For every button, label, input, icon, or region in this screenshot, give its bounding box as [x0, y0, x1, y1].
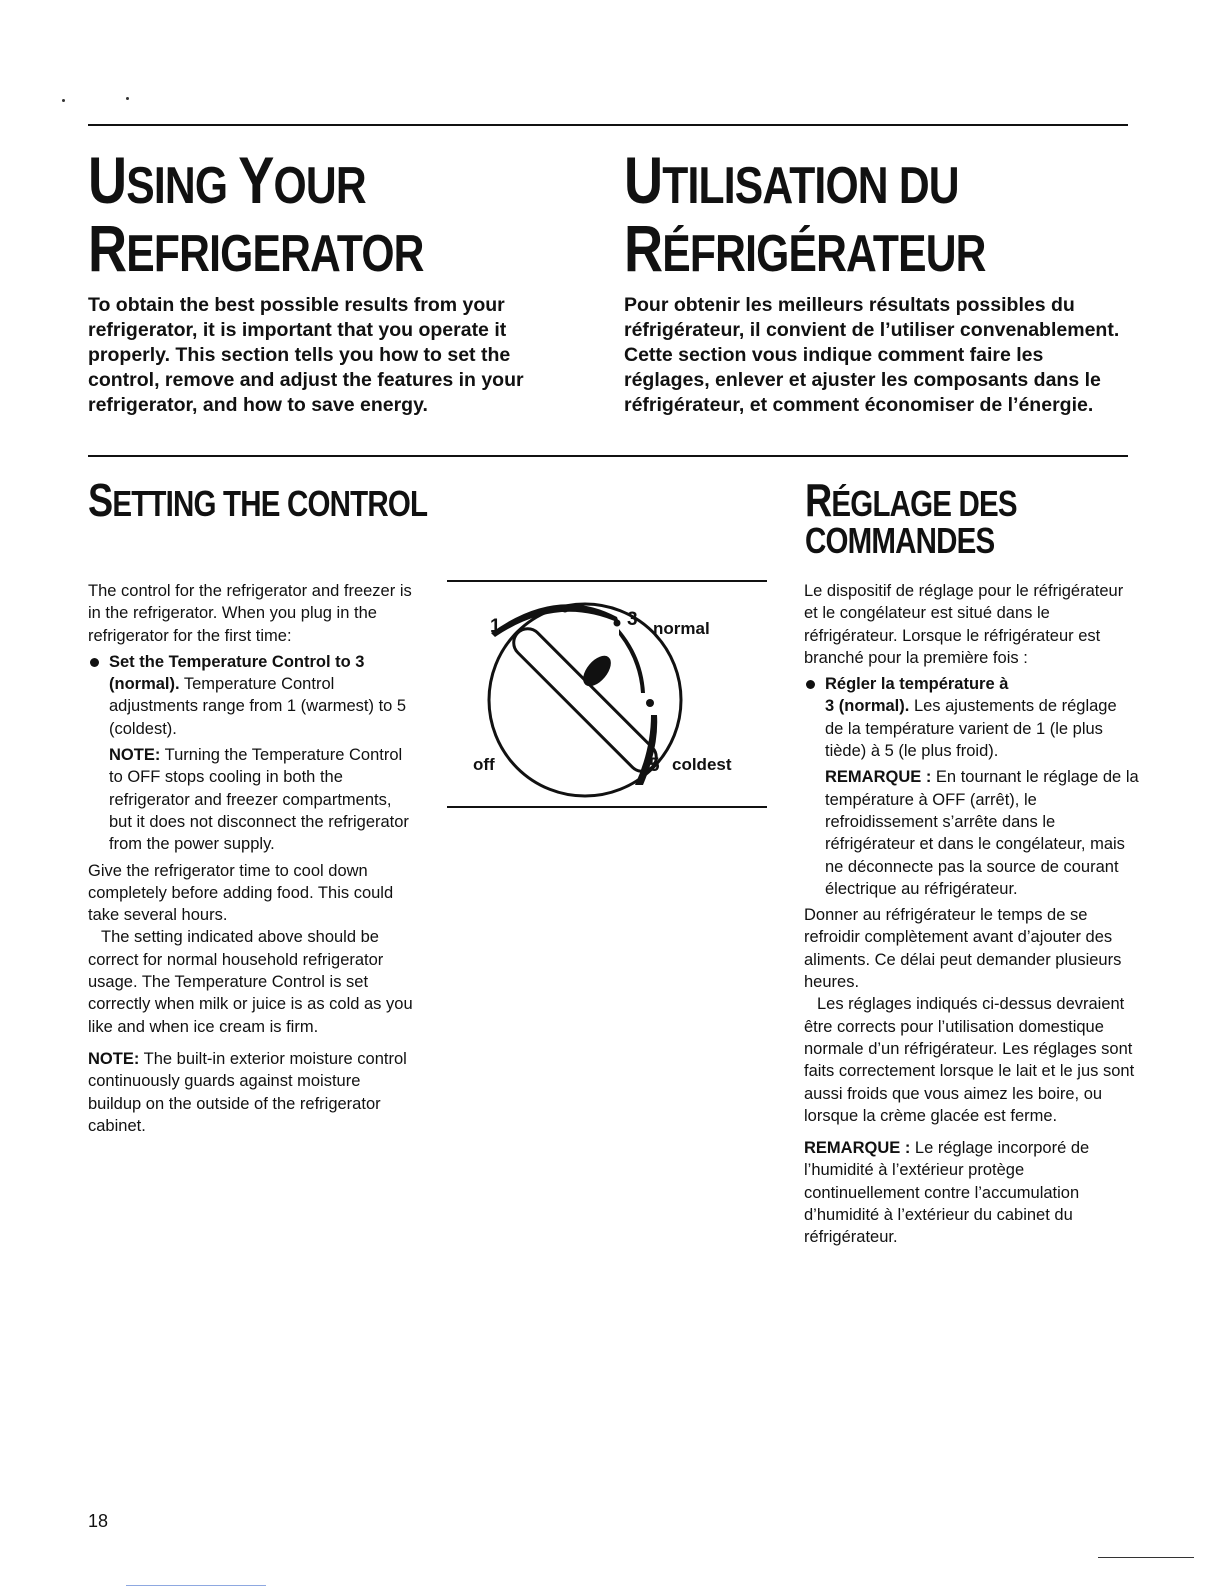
en-bullet: Set the Temperature Control to 3 (normal). Temperature Control adjustments range from 1 (warmest) to 5 (coldest). [88, 651, 418, 740]
fr-note-2: REMARQUE : Le réglage incorporé de l’humidité à l’extérieur protège continuellement contre l’accumulation d’humidité à l’extérieur du cabinet du réfrigérateur. [804, 1139, 1090, 1247]
dial-dot [562, 606, 569, 613]
dial-dot [646, 699, 654, 707]
body-fr [804, 580, 1139, 1249]
en-paragraph-1: The control for the refrigerator and freezer is in the refrigerator. When you plug in the refrigerator for the first time: [88, 582, 412, 645]
page-number: 18 [88, 1511, 109, 1531]
section-title-fr: RÉGLAGE DES COMMANDES [805, 474, 1017, 561]
dial-label-normal: normal [653, 619, 710, 638]
en-paragraph-3: The setting indicated above should be correct for normal household refrigerator usage. The Temperature Control is set correctly when milk or juice is as cold as you like and when ice cream is firm. [88, 928, 413, 1036]
en-note-1: NOTE: Turning the Temperature Control to OFF stops cooling in both the refrigerator and freezer compartments, but it does not disconnect the refrigerator from the power supply. [109, 746, 409, 854]
dial-label-5: 5 [649, 755, 660, 776]
speck [62, 99, 65, 102]
dial-label-coldest: coldest [672, 755, 732, 774]
section-title-en: SETTING THE CONTROL [88, 474, 428, 526]
fr-paragraph-3: Les réglages indiqués ci-dessus devraient être corrects pour l’utilisation domestique normale d’un réfrigérateur. Les réglages sont faits correctement lorsque le lait et le jus sont aussi froids que vous aimez les boire, ou lorsque la crème glacée est ferme. [804, 995, 1135, 1125]
dial-dot [614, 620, 621, 627]
top-rule [88, 124, 1128, 126]
en-paragraph-2: Give the refrigerator time to cool down completely before adding food. This could take several hours. [88, 861, 394, 925]
body-en [88, 580, 418, 1137]
footer-rule-right [1098, 1557, 1194, 1558]
dial-label-1: 1 [490, 616, 501, 637]
fr-bullet: Régler la température à 3 (normal). Les ajustements de réglage de la température varient de 1 (le plus tiède) à 5 (le plus froid). [804, 673, 1139, 762]
speck [126, 97, 129, 100]
intro-fr: Pour obtenir les meilleurs résultats possibles du réfrigérateur, il convient de l’utiliser convenablement. Cette section vous indique comment faire les réglages, enlever et ajuster les composants dans le réfrigérateur, et comment économiser de l’énergie. [624, 294, 1120, 416]
en-note-2: NOTE: The built-in exterior moisture control continuously guards against moisture buildup on the outside of the refrigerator cabinet. [88, 1049, 407, 1135]
dial-knob [508, 623, 662, 777]
section-rule [88, 455, 1128, 457]
main-title-en: USING YOUR REFRIGERATOR [88, 143, 424, 285]
dial-label-off: off [473, 755, 495, 774]
dial-label-3: 3 [627, 609, 638, 630]
dial-top-rule [447, 580, 767, 582]
intro-en: To obtain the best possible results from your refrigerator, it is important that you operate it properly. This section tells you how to set the control, remove and adjust the features in your refrigerator, and how to save energy. [88, 294, 524, 416]
dial-bottom-rule [447, 806, 767, 808]
fr-note-1: REMARQUE : En tournant le réglage de la température à OFF (arrêt), le refroidissement s’arrête dans le réfrigérateur et dans le congélateur, mais ne déconnecte pas la source de courant électrique au réfrigérateur. [825, 768, 1139, 898]
dial-arc-3-5 [619, 629, 645, 693]
dial-arc-1-3 [491, 604, 619, 637]
main-title-fr: UTILISATION DU RÉFRIGÉRATEUR [624, 143, 986, 285]
fr-paragraph-1: Le dispositif de réglage pour le réfrigérateur et le congélateur est situé dans le réfrigérateur. Lorsque le réfrigérateur est branché pour la première fois : [804, 582, 1124, 667]
fr-paragraph-2: Donner au réfrigérateur le temps de se refroidir complètement avant d’ajouter des aliments. Ce délai peut demander plusieurs heures. [804, 906, 1122, 992]
